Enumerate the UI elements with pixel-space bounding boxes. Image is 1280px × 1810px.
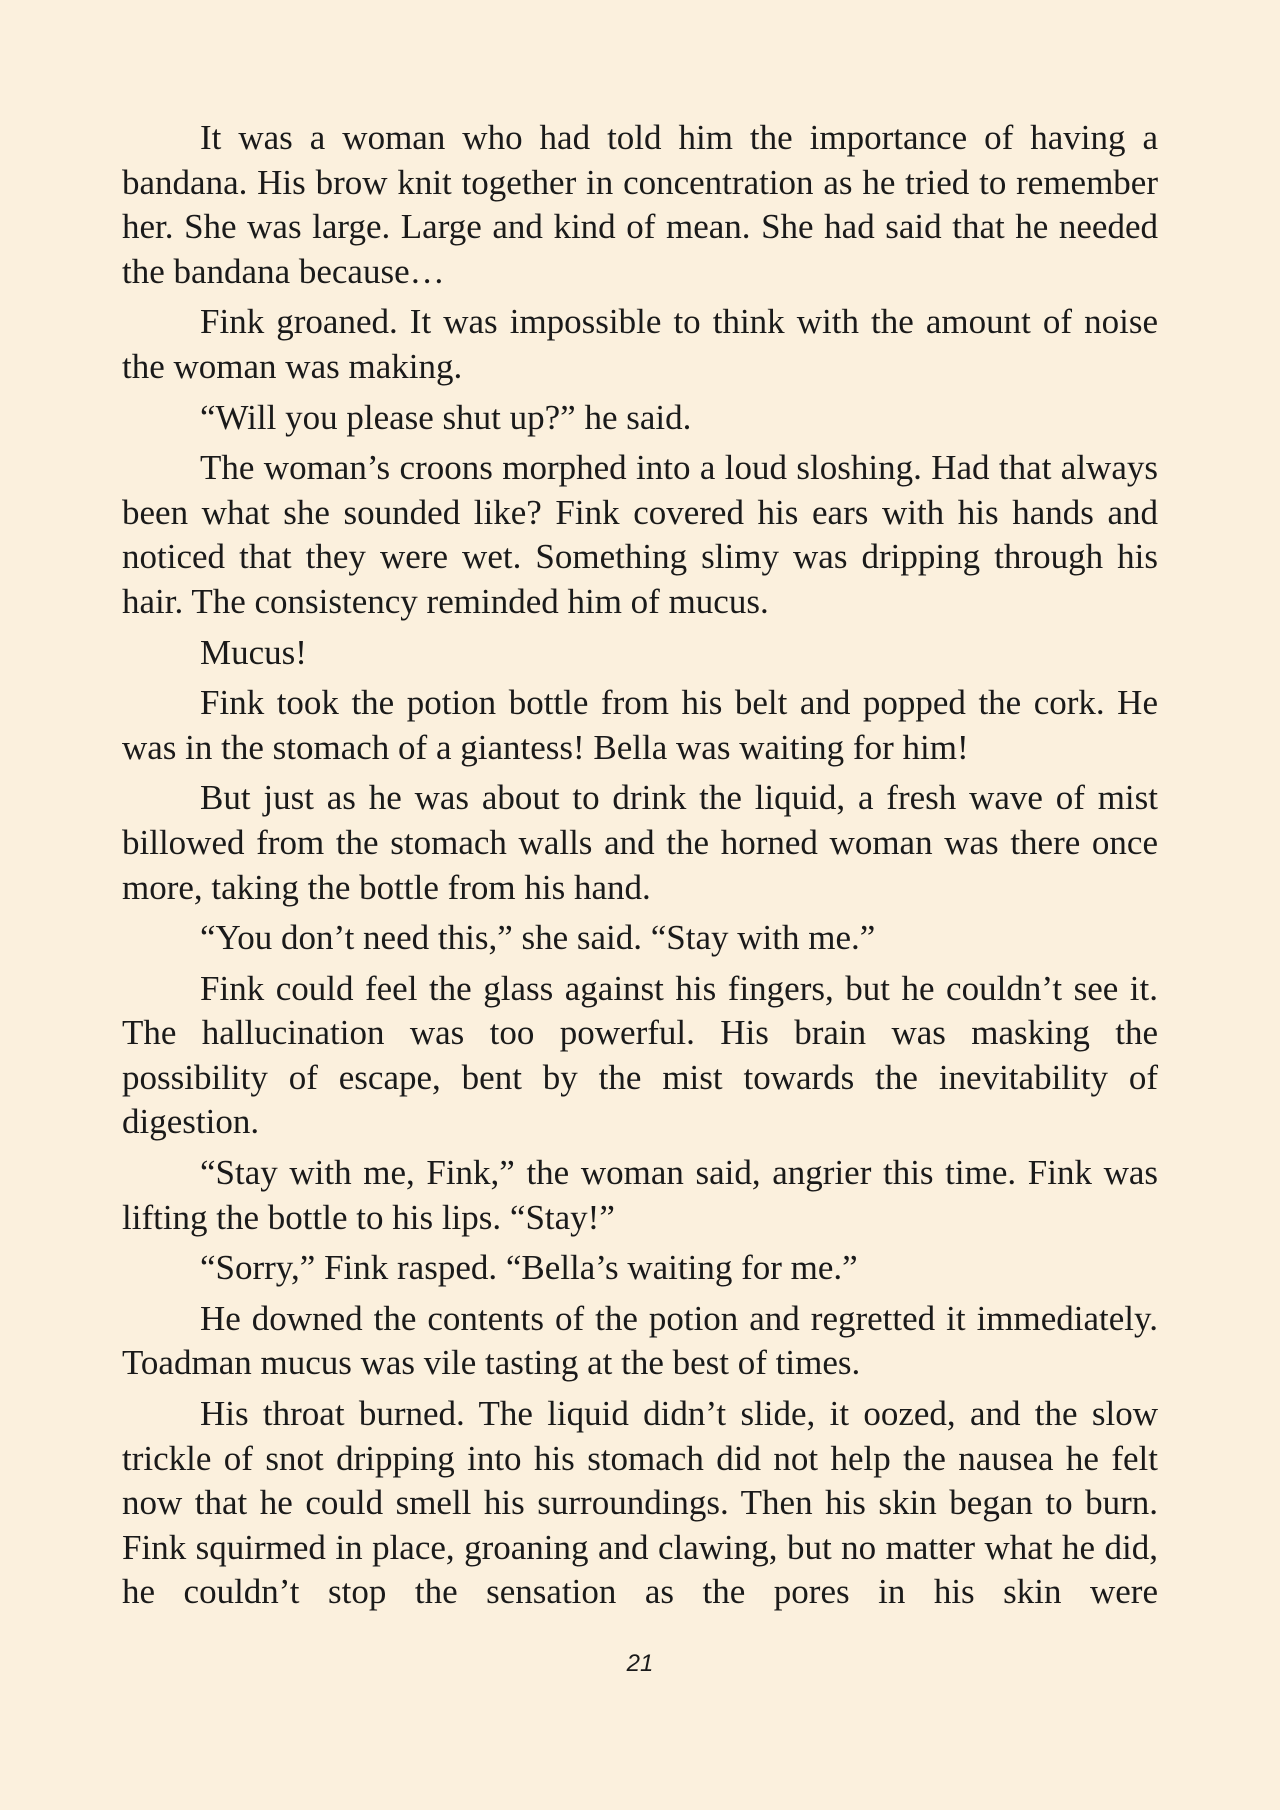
paragraph: “Stay with me, Fink,” the woman said, angrier this time. Fink was lifting the bottle to his lips. “Stay!” (122, 1153, 1158, 1237)
paragraph: “Will you please shut up?” he said. (200, 397, 692, 437)
paragraph: His throat burned. The liquid didn’t slide, it oozed, and the slow trickle of snot dripping into his stomach did not help the nausea he felt now that he could smell his surroundings. Then his skin began to burn. Fink squirmed in place, groaning and clawing, but no matter what he did, he couldn’t stop the sensation as the pores in his skin were (122, 1394, 1158, 1612)
paragraph: But just as he was about to drink the liquid, a fresh wave of mist billowed from the stomach walls and the horned woman was there once more, taking the bottle from his hand. (122, 778, 1158, 907)
paragraph: “Sorry,” Fink rasped. “Bella’s waiting for me.” (200, 1248, 858, 1288)
paragraph: The woman’s croons morphed into a loud sloshing. Had that always been what she sounded like? Fink covered his ears with his hands and noticed that they were wet. Something slimy was dripping through his hair. The consistency reminded him of mucus. (122, 448, 1158, 621)
paragraph: It was a woman who had told him the importance of having a bandana. His brow knit together in concentration as he tried to remember her. She was large. Large and kind of mean. She had said that he needed the bandana because… (122, 118, 1158, 291)
paragraph: He downed the contents of the potion and regretted it immediately. Toadman mucus was vile tasting at the best of times. (122, 1298, 1158, 1383)
paragraph: “You don’t need this,” she said. “Stay with me.” (200, 918, 876, 958)
paragraph: Fink groaned. It was impossible to think with the amount of noise the woman was making. (122, 302, 1158, 386)
paragraph: Fink could feel the glass against his fingers, but he couldn’t see it. The hallucination was too powerful. His brain was masking the possibility of escape, bent by the mist towards the inevitability of digestion. (122, 968, 1158, 1142)
paragraph: Mucus! (200, 632, 307, 672)
page-body-text (122, 116, 1158, 1615)
page-number: 21 (626, 1650, 654, 1677)
paragraph: Fink took the potion bottle from his belt and popped the cork. He was in the stomach of a giantess! Bella was waiting for him! (122, 683, 1158, 767)
